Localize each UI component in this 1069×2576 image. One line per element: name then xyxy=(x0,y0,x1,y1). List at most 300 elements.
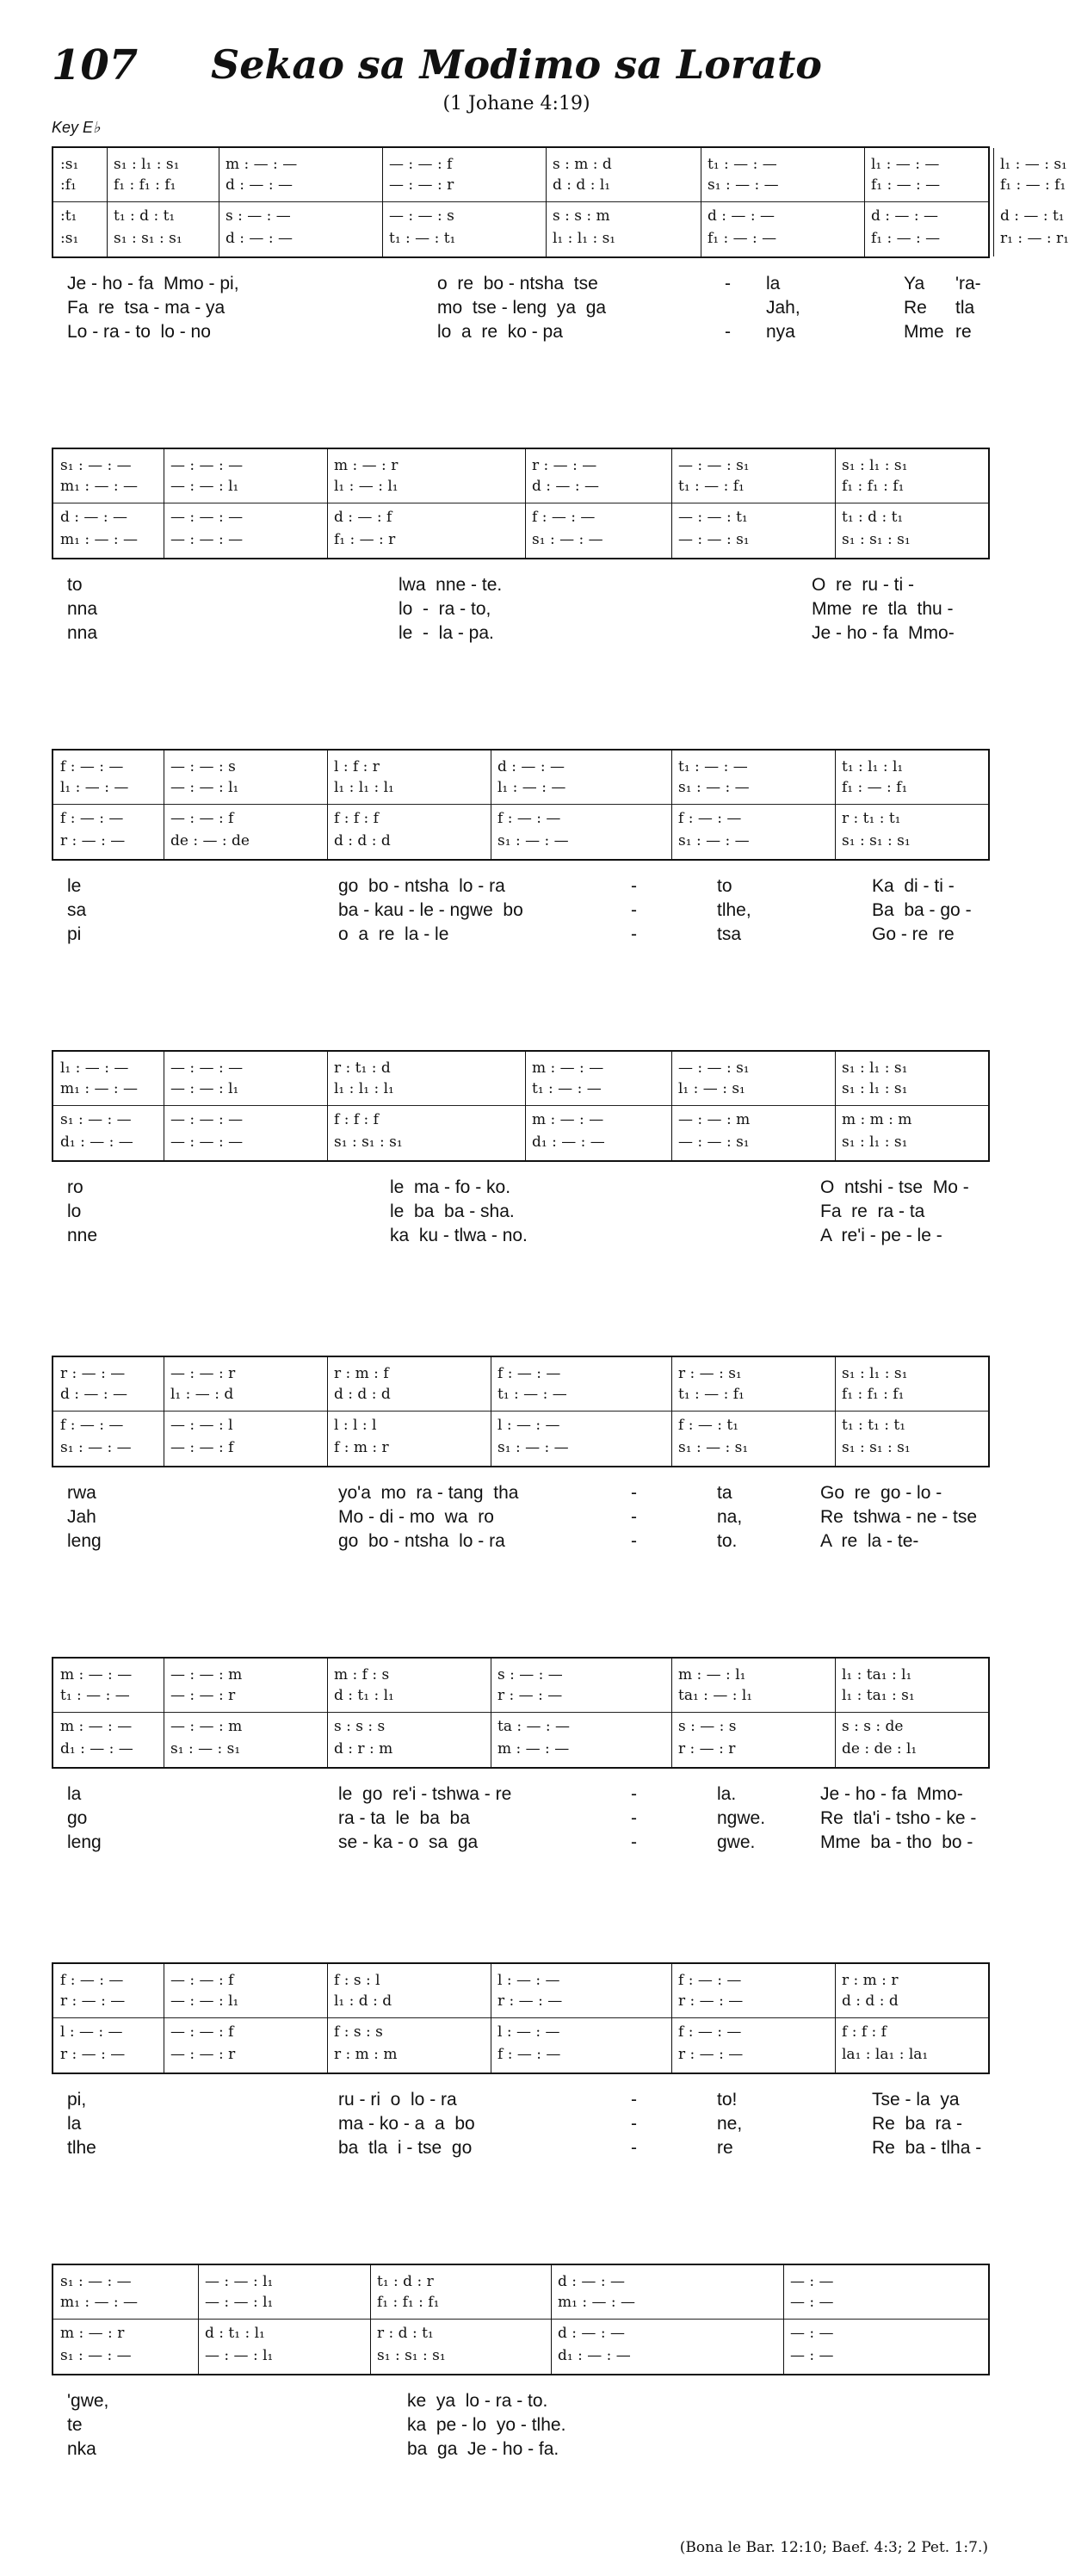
measure-notes: r : t₁ : t₁ xyxy=(842,810,901,827)
lyric-line xyxy=(67,924,990,948)
lyric-syllables: A re la - te- xyxy=(820,1531,919,1551)
measure-notes: :t₁ xyxy=(60,207,77,225)
lyric-syllables: le xyxy=(67,876,82,896)
lyric-syllables: Mo - di - mo wa ro xyxy=(338,1507,494,1527)
lyric-line xyxy=(67,1832,990,1856)
measure-notes: — : — xyxy=(790,2294,834,2311)
measure-notes: — : — : s xyxy=(170,758,236,775)
measure-notes: f : f : f xyxy=(842,2023,887,2041)
measure-notes: l₁ : — : s₁ xyxy=(1000,156,1067,173)
lyric-syllables: - xyxy=(631,2114,637,2134)
lyric-line xyxy=(67,1531,990,1555)
measure-notes: — : — : f xyxy=(170,1972,234,1989)
lyrics-block xyxy=(67,1483,990,1555)
measure-notes: — : — xyxy=(790,2273,834,2290)
lyric-syllables: 'gwe, xyxy=(67,2391,109,2411)
measure-notes: s₁ : — : — xyxy=(678,832,750,849)
measure-notes: f₁ : f₁ : f₁ xyxy=(842,1386,905,1403)
measure-notes: f : — : — xyxy=(60,758,124,775)
lyric-syllables: leng xyxy=(67,1832,102,1852)
measure-notes: d : — : f xyxy=(334,509,392,526)
lyric-syllables: ro xyxy=(67,1177,83,1197)
lyric-line xyxy=(67,2439,990,2463)
measure-notes: d : — : t₁ xyxy=(1000,207,1065,225)
measure-notes: r : — : — xyxy=(497,1687,563,1704)
measure-notes: s₁ : s₁ : s₁ xyxy=(842,531,911,548)
lyric-syllables: Fa re ra - ta xyxy=(820,1202,925,1221)
measure-notes: d : t₁ : l₁ xyxy=(205,2325,265,2342)
measure-notes: :f₁ xyxy=(60,176,77,194)
measure-notes: f₁ : f₁ : f₁ xyxy=(114,176,176,194)
measure-notes: d₁ : — : — xyxy=(60,1740,133,1757)
measure-notes: t₁ : l₁ : l₁ xyxy=(842,758,904,775)
lyric-syllables: O ntshi - tse Mo - xyxy=(820,1177,969,1197)
lyric-syllables: ra - ta le ba ba xyxy=(338,1808,470,1828)
measure-notes: l₁ : l₁ : l₁ xyxy=(334,779,394,796)
lyric-syllables: ke ya lo - ra - to. xyxy=(407,2391,548,2411)
measure-notes: — : — : r xyxy=(170,1365,236,1382)
measure-notes: — : — : m xyxy=(170,1718,243,1735)
lyric-line xyxy=(67,1202,990,1226)
lyric-syllables: - xyxy=(631,1808,637,1828)
measure-notes: f : — : — xyxy=(60,1417,124,1434)
voice-row xyxy=(53,475,988,497)
measure-notes: l₁ : — : — xyxy=(871,156,940,173)
lyric-syllables: Jah, xyxy=(766,298,800,318)
voice-row xyxy=(53,1414,988,1436)
measure-notes: d : d : l₁ xyxy=(553,176,611,194)
measure-notes: s : — : — xyxy=(226,207,291,225)
measure-notes: s₁ : — : — xyxy=(678,779,750,796)
measure-notes: l : l : l xyxy=(334,1417,377,1434)
hymn-number: 107 xyxy=(52,41,139,90)
voice-row xyxy=(53,174,1066,196)
voice-row xyxy=(53,807,988,830)
lyric-syllables: ru - ri o lo - ra xyxy=(338,2090,457,2110)
lyric-syllables: - xyxy=(631,876,637,896)
measure-notes: r : t₁ : d xyxy=(334,1059,391,1077)
measure-notes: r : — : — xyxy=(678,1992,744,2010)
lyric-syllables: se - ka - o sa ga xyxy=(338,1832,479,1852)
lyric-syllables: le go re'i - tshwa - re xyxy=(338,1784,512,1804)
lyric-syllables: Go re go - lo - xyxy=(820,1483,942,1503)
measure-notes: m : — : — xyxy=(226,156,298,173)
measure-notes: m : f : s xyxy=(334,1666,390,1683)
barline xyxy=(993,148,994,256)
measure-notes: d₁ : — : — xyxy=(558,2347,631,2364)
measure-notes: — : — : r xyxy=(389,176,454,194)
lyric-syllables: A re'i - pe - le - xyxy=(820,1226,942,1245)
measure-notes: — : — : t₁ xyxy=(678,509,748,526)
lyric-syllables: pi, xyxy=(67,2090,87,2110)
measure-notes: r : m : m xyxy=(334,2046,398,2063)
lyric-line xyxy=(67,322,990,346)
lyric-syllables: Mme re tla thu - xyxy=(812,599,954,619)
voice-row xyxy=(53,1436,988,1459)
measure-notes: — : — : l₁ xyxy=(170,478,239,495)
measure-notes: t₁ : — : — xyxy=(497,1386,567,1403)
hymn-subtitle: (1 Johane 4:19) xyxy=(442,93,590,114)
measure-notes: ta : — : — xyxy=(497,1718,571,1735)
lyric-line xyxy=(67,1808,990,1832)
measure-notes: f : — : — xyxy=(497,1365,561,1382)
measure-notes: m₁ : — : — xyxy=(60,1080,139,1097)
voice-row xyxy=(53,2270,988,2293)
measure-notes: f : s : s xyxy=(334,2023,383,2041)
measure-notes: f₁ : f₁ : f₁ xyxy=(842,478,905,495)
measure-notes: — : — : s xyxy=(389,207,454,225)
lyric-line xyxy=(67,575,990,599)
measure-notes: de : — : de xyxy=(170,832,250,849)
measure-notes: r : — : — xyxy=(60,832,126,849)
lyrics-block xyxy=(67,2391,990,2463)
measure-notes: s₁ : s₁ : s₁ xyxy=(842,1439,911,1456)
sol-fa-system xyxy=(52,448,990,559)
measure-notes: s₁ : l₁ : s₁ xyxy=(114,156,180,173)
lyric-line xyxy=(67,2391,990,2415)
measure-notes: — : — : m xyxy=(678,1111,751,1128)
lyric-line xyxy=(67,2114,990,2138)
lyric-syllables: - xyxy=(631,900,637,920)
measure-notes: m : — : r xyxy=(334,457,399,474)
measure-notes: :s₁ xyxy=(60,230,79,247)
voice-row xyxy=(53,506,988,528)
measure-notes: d : d : d xyxy=(334,832,391,849)
measure-notes: s₁ : — : — xyxy=(60,2273,132,2290)
measure-notes: — : — : f xyxy=(389,156,453,173)
measure-notes: — : — : r xyxy=(170,1687,236,1704)
lyric-syllables: la xyxy=(67,2114,82,2134)
lyric-syllables: Re ba ra - xyxy=(872,2114,963,2134)
lyric-syllables: na, xyxy=(717,1507,743,1527)
measure-notes: s : s : s xyxy=(334,1718,386,1735)
lyric-syllables: yo'a mo ra - tang tha xyxy=(338,1483,519,1503)
lyric-syllables: o re bo - ntsha tse xyxy=(437,274,598,293)
measure-notes: d : — : — xyxy=(226,176,293,194)
lyric-syllables: tlhe xyxy=(67,2138,96,2158)
measure-notes: d₁ : — : — xyxy=(60,1134,133,1151)
measure-notes: f₁ : — : f₁ xyxy=(1000,176,1066,194)
measure-notes: s₁ : — : — xyxy=(60,2347,132,2364)
measure-notes: s : m : d xyxy=(553,156,612,173)
voice-row xyxy=(53,1684,988,1707)
measure-notes: f : m : r xyxy=(334,1439,389,1456)
lyric-syllables: nne xyxy=(67,1226,98,1245)
lyric-syllables: pi xyxy=(67,924,82,944)
lyric-syllables: to! xyxy=(717,2090,738,2110)
lyric-syllables: Mme xyxy=(904,322,944,342)
measure-notes: t₁ : — : t₁ xyxy=(389,230,456,247)
measure-notes: s : s : m xyxy=(553,207,610,225)
lyric-syllables: ka pe - lo yo - tlhe. xyxy=(407,2415,566,2435)
measure-notes: s₁ : — : — xyxy=(60,1111,132,1128)
measure-notes: d : — : — xyxy=(871,207,938,225)
lyric-syllables: tla xyxy=(955,298,975,318)
lyrics-block xyxy=(67,274,990,346)
voice-row xyxy=(53,2291,988,2313)
measure-notes: d : — : — xyxy=(497,758,565,775)
measure-notes: r : — : — xyxy=(532,457,597,474)
measure-notes: s₁ : s₁ : s₁ xyxy=(377,2347,446,2364)
lyric-syllables: - xyxy=(631,1531,637,1551)
lyric-line xyxy=(67,1507,990,1531)
lyric-syllables: nka xyxy=(67,2439,96,2459)
lyric-syllables: la. xyxy=(717,1784,737,1804)
measure-notes: d : — : — xyxy=(60,1386,127,1403)
measure-notes: f₁ : — : — xyxy=(708,230,777,247)
measure-notes: t₁ : — : f₁ xyxy=(678,478,745,495)
measure-notes: l : — : — xyxy=(60,2023,123,2041)
measure-notes: t₁ : t₁ : t₁ xyxy=(842,1417,906,1434)
lyric-line xyxy=(67,298,990,322)
measure-notes: r₁ : — : r₁ xyxy=(1000,230,1069,247)
voice-row xyxy=(53,454,988,477)
measure-notes: r : d : t₁ xyxy=(377,2325,434,2342)
measure-notes: f : — : — xyxy=(497,2046,561,2063)
measure-notes: f : — : — xyxy=(60,810,124,827)
lyric-syllables: Re tshwa - ne - tse xyxy=(820,1507,978,1527)
measure-notes: f₁ : — : r xyxy=(334,531,396,548)
measure-notes: l : — : — xyxy=(497,1972,560,1989)
measure-notes: — : — : l xyxy=(170,1417,233,1434)
lyric-syllables: O re ru - ti - xyxy=(812,575,915,595)
lyric-syllables: Je - ho - fa Mmo- xyxy=(812,623,955,643)
measure-notes: t₁ : — : — xyxy=(678,758,748,775)
measure-notes: — : — : s₁ xyxy=(678,1059,750,1077)
lyric-syllables: Ka di - ti - xyxy=(872,876,955,896)
lyric-syllables: Lo - ra - to lo - no xyxy=(67,322,211,342)
measure-notes: m : — : — xyxy=(60,1666,133,1683)
measure-notes: l₁ : ta₁ : s₁ xyxy=(842,1687,915,1704)
measure-notes: ta₁ : — : l₁ xyxy=(678,1687,753,1704)
lyric-syllables: to. xyxy=(717,1531,738,1551)
measure-notes: — : — : — xyxy=(170,1134,244,1151)
lyric-syllables: ba - kau - le - ngwe bo xyxy=(338,900,523,920)
measure-notes: s₁ : l₁ : s₁ xyxy=(842,1134,908,1151)
sol-fa-system xyxy=(52,2264,990,2375)
lyric-line xyxy=(67,1177,990,1202)
measure-notes: l : — : — xyxy=(497,1417,560,1434)
measure-notes: l₁ : l₁ : s₁ xyxy=(553,230,616,247)
measure-notes: s₁ : s₁ : s₁ xyxy=(334,1134,403,1151)
measure-notes: m₁ : — : — xyxy=(60,478,139,495)
measure-notes: l : f : r xyxy=(334,758,380,775)
lyric-syllables: ne, xyxy=(717,2114,743,2134)
measure-notes: l₁ : l₁ : l₁ xyxy=(334,1080,394,1097)
measure-notes: s : — : s xyxy=(678,1718,737,1735)
lyric-syllables: leng xyxy=(67,1531,102,1551)
measure-notes: f₁ : — : — xyxy=(871,176,941,194)
lyric-syllables: Ba ba - go - xyxy=(872,900,972,920)
measure-notes: d₁ : — : — xyxy=(532,1134,605,1151)
voice-row xyxy=(53,1057,988,1079)
measure-notes: s₁ : s₁ : s₁ xyxy=(842,832,911,849)
measure-notes: m : — : — xyxy=(60,1718,133,1735)
lyric-line xyxy=(67,2090,990,2114)
lyric-line xyxy=(67,900,990,924)
lyric-syllables: Je - ho - fa Mmo - pi, xyxy=(67,274,239,293)
measure-notes: — : — : m xyxy=(170,1666,243,1683)
sol-fa-system xyxy=(52,146,1069,258)
measure-notes: m₁ : — : — xyxy=(558,2294,636,2311)
measure-notes: — : — : s₁ xyxy=(678,531,750,548)
voice-row xyxy=(53,776,988,799)
lyric-syllables: sa xyxy=(67,900,87,920)
measure-notes: — : — : — xyxy=(170,457,244,474)
voice-row xyxy=(53,2021,988,2043)
lyrics-block xyxy=(67,1177,990,1250)
lyric-syllables: Ya xyxy=(904,274,925,293)
measure-notes: f₁ : f₁ : f₁ xyxy=(377,2294,440,2311)
lyric-syllables: ba ga Je - ho - fa. xyxy=(407,2439,559,2459)
measure-notes: d : — : — xyxy=(558,2273,625,2290)
measure-notes: f : s : l xyxy=(334,1972,380,1989)
lyric-syllables: le - la - pa. xyxy=(399,623,494,643)
voice-row xyxy=(53,528,988,551)
lyric-syllables: Mme ba - tho bo - xyxy=(820,1832,973,1852)
voice-row xyxy=(53,1109,988,1131)
lyric-line xyxy=(67,274,990,298)
lyric-syllables: Re xyxy=(904,298,927,318)
measure-notes: :s₁ xyxy=(60,156,79,173)
lyric-syllables: gwe. xyxy=(717,1832,756,1852)
lyric-line xyxy=(67,2415,990,2439)
lyric-syllables: tsa xyxy=(717,924,742,944)
voice-row xyxy=(53,1383,988,1405)
measure-notes: — : — : l₁ xyxy=(170,779,239,796)
voice-row xyxy=(53,2344,988,2367)
lyrics-block xyxy=(67,2090,990,2162)
measure-notes: f : f : f xyxy=(334,810,379,827)
lyric-syllables: Re ba - tlha - xyxy=(872,2138,982,2158)
lyric-line xyxy=(67,1784,990,1808)
lyric-syllables: re xyxy=(955,322,972,342)
lyric-syllables: le ma - fo - ko. xyxy=(390,1177,511,1197)
sol-fa-system xyxy=(52,749,990,861)
measure-notes: — : — : f xyxy=(170,810,234,827)
lyric-syllables: mo tse - leng ya ga xyxy=(437,298,607,318)
measure-notes: — : — : l₁ xyxy=(170,1080,239,1097)
hymn-title: Sekao sa Modimo sa Lorato xyxy=(211,41,822,88)
measure-notes: l₁ : d : d xyxy=(334,1992,392,2010)
measure-notes: d : — : — xyxy=(60,509,127,526)
measure-notes: f : — : t₁ xyxy=(678,1417,739,1434)
measure-notes: s₁ : — : — xyxy=(497,832,569,849)
measure-notes: r : m : f xyxy=(334,1365,389,1382)
voice-row xyxy=(53,1969,988,1992)
voice-row xyxy=(53,1738,988,1760)
lyric-syllables: nna xyxy=(67,599,98,619)
voice-row xyxy=(53,830,988,852)
voice-row xyxy=(53,1990,988,2012)
lyric-syllables: - xyxy=(631,2090,637,2110)
measure-notes: s₁ : — : — xyxy=(532,531,603,548)
lyric-syllables: Tse - la ya xyxy=(872,2090,960,2110)
voice-row xyxy=(53,227,1069,250)
measure-notes: — : — : f xyxy=(170,1439,234,1456)
measure-notes: t₁ : — : — xyxy=(60,1687,130,1704)
lyric-syllables: 'ra- xyxy=(955,274,981,293)
measure-notes: m : — : — xyxy=(497,1740,570,1757)
measure-notes: la₁ : la₁ : la₁ xyxy=(842,2046,929,2063)
measure-notes: — : — : l₁ xyxy=(205,2347,274,2364)
measure-notes: — : — : f xyxy=(170,2023,234,2041)
measure-notes: s₁ : l₁ : s₁ xyxy=(842,1365,908,1382)
measure-notes: f : — : — xyxy=(532,509,596,526)
measure-notes: t₁ : d : t₁ xyxy=(114,207,176,225)
lyric-line xyxy=(67,876,990,900)
measure-notes: m₁ : — : — xyxy=(60,531,139,548)
sol-fa-system xyxy=(52,1356,990,1467)
measure-notes: — : — : l₁ xyxy=(205,2294,274,2311)
lyric-syllables: ngwe. xyxy=(717,1808,766,1828)
measure-notes: m : — : — xyxy=(532,1111,604,1128)
voice-row xyxy=(53,2043,988,2066)
measure-notes: d : — : — xyxy=(532,478,599,495)
voice-row xyxy=(53,1078,988,1100)
sol-fa-system xyxy=(52,1050,990,1162)
lyric-line xyxy=(67,1483,990,1507)
lyric-syllables: la xyxy=(766,274,781,293)
lyric-syllables: - xyxy=(631,1832,637,1852)
measure-notes: t₁ : d : t₁ xyxy=(842,509,904,526)
sol-fa-system xyxy=(52,1962,990,2074)
measure-notes: s₁ : l₁ : s₁ xyxy=(842,457,908,474)
measure-notes: l₁ : — : d xyxy=(170,1386,234,1403)
measure-notes: — : — : — xyxy=(170,1111,244,1128)
key-signature: Key E♭ xyxy=(52,119,101,136)
lyric-syllables: - xyxy=(725,322,731,342)
measure-notes: s₁ : s₁ : s₁ xyxy=(114,230,182,247)
measure-notes: t₁ : d : r xyxy=(377,2273,434,2290)
measure-notes: s₁ : — : — xyxy=(60,457,132,474)
voice-row xyxy=(53,205,1065,227)
lyric-syllables: go bo - ntsha lo - ra xyxy=(338,876,505,896)
lyric-syllables: Fa re tsa - ma - ya xyxy=(67,298,226,318)
measure-notes: r : — : s₁ xyxy=(678,1365,742,1382)
measure-notes: r : — : — xyxy=(60,1992,126,2010)
lyric-syllables: go bo - ntsha lo - ra xyxy=(338,1531,505,1551)
lyric-syllables: la xyxy=(67,1784,82,1804)
lyric-syllables: Jah xyxy=(67,1507,96,1527)
measure-notes: m : — : r xyxy=(60,2325,125,2342)
measure-notes: — : — : — xyxy=(170,509,244,526)
lyric-syllables: Je - ho - fa Mmo- xyxy=(820,1784,963,1804)
measure-notes: f₁ : — : — xyxy=(871,230,941,247)
lyric-line xyxy=(67,2138,990,2162)
measure-notes: t₁ : — : f₁ xyxy=(678,1386,745,1403)
lyric-syllables: - xyxy=(631,924,637,944)
lyric-syllables: go xyxy=(67,1808,88,1828)
voice-row xyxy=(53,1131,988,1153)
lyric-syllables: lwa nne - te. xyxy=(399,575,503,595)
measure-notes: l : — : — xyxy=(497,2023,560,2041)
lyric-syllables: nya xyxy=(766,322,795,342)
measure-notes: r : — : — xyxy=(678,2046,744,2063)
lyric-syllables: nna xyxy=(67,623,98,643)
lyrics-block xyxy=(67,876,990,948)
measure-notes: s₁ : l₁ : s₁ xyxy=(842,1059,908,1077)
measure-notes: r : — : r xyxy=(678,1740,736,1757)
measure-notes: r : — : — xyxy=(60,2046,126,2063)
measure-notes: s : s : de xyxy=(842,1718,904,1735)
lyric-syllables: rwa xyxy=(67,1483,96,1503)
lyric-syllables: le ba ba - sha. xyxy=(390,1202,515,1221)
lyric-syllables: lo a re ko - pa xyxy=(437,322,563,342)
lyric-syllables: te xyxy=(67,2415,83,2435)
scripture-references: (Bona le Bar. 12:10; Baef. 4:3; 2 Pet. 1:7.) xyxy=(679,2539,988,2556)
measure-notes: f : — : — xyxy=(678,1972,742,1989)
